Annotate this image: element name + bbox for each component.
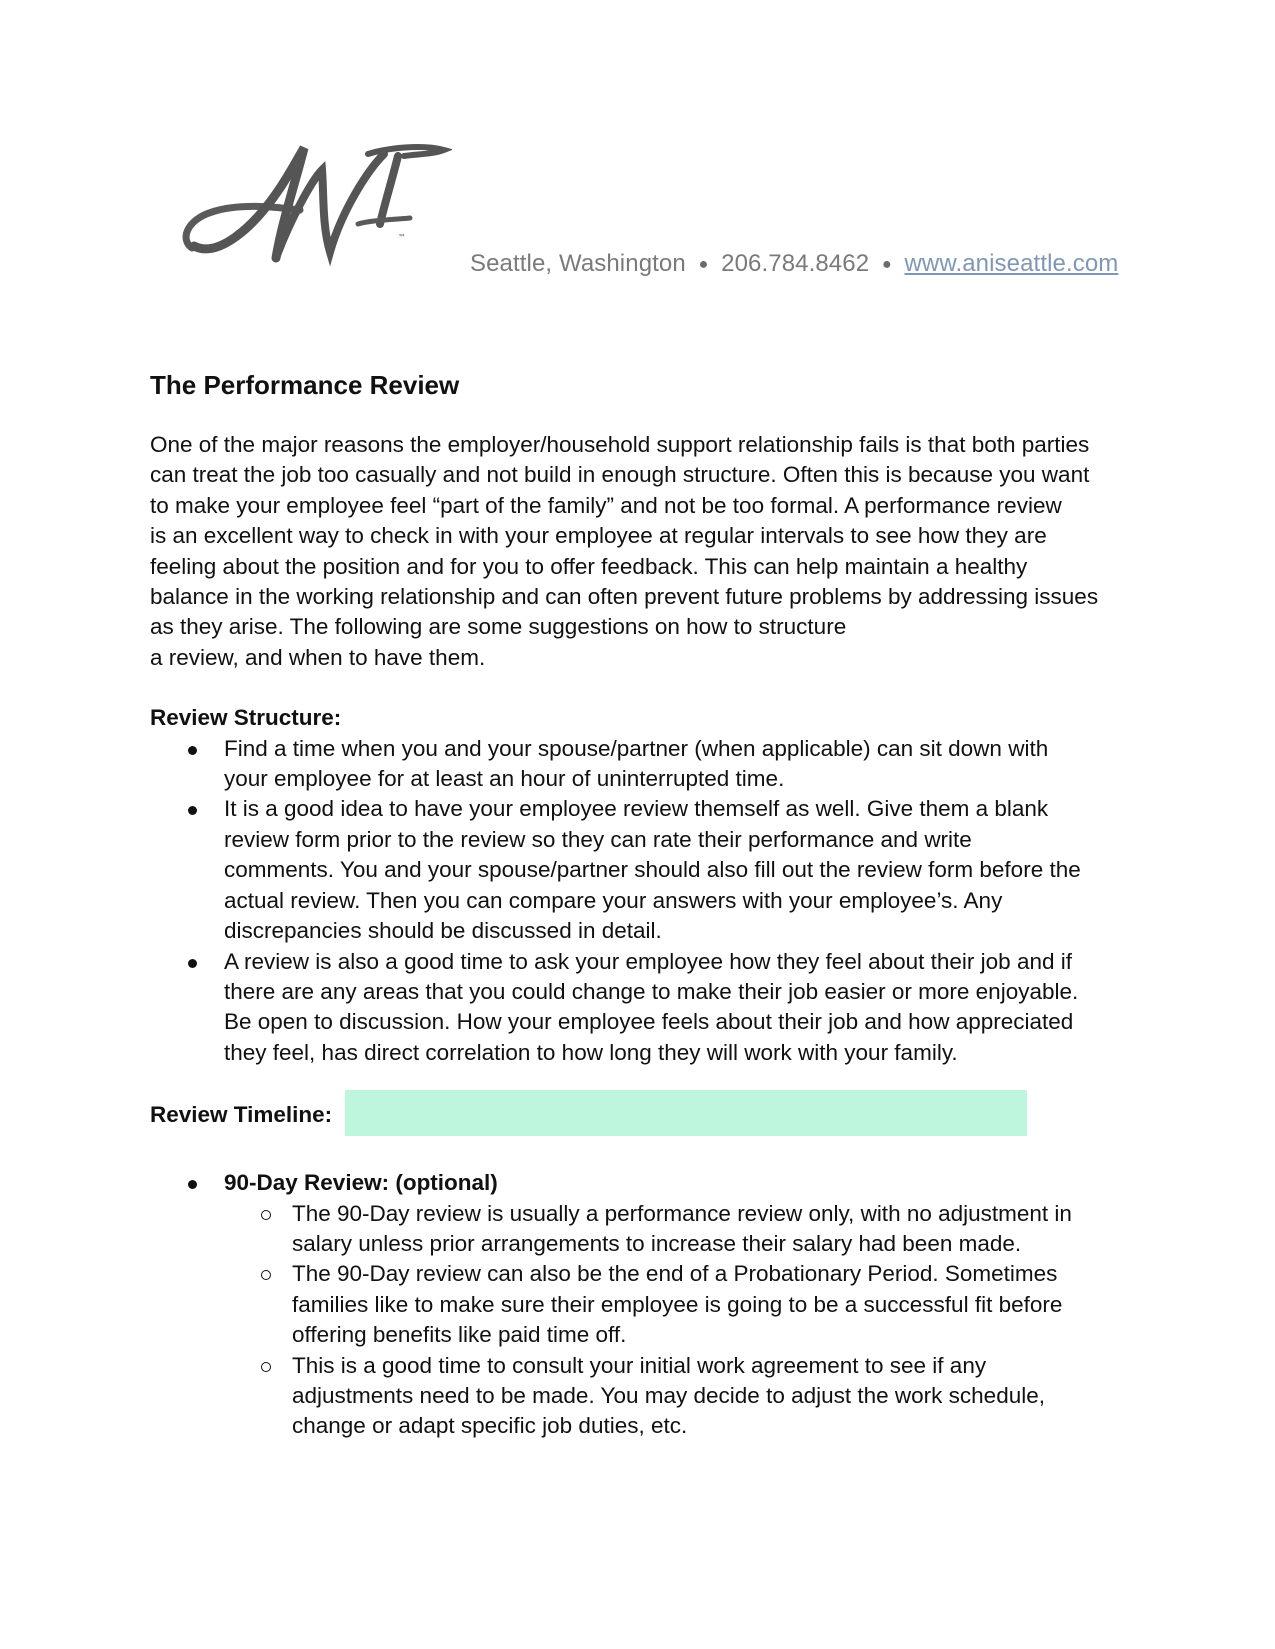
- document-body: [150, 368, 1140, 1442]
- review-timeline-row: [150, 1090, 1140, 1138]
- timeline-highlight-box: [345, 1090, 1027, 1136]
- list-item-line: actual review. Then you can compare your answers with your employee’s. Any: [224, 887, 1003, 913]
- intro-line: feeling about the position and for you to offer feedback. This can help maintain a healthy: [150, 553, 1028, 579]
- ani-logo: [172, 140, 452, 275]
- list-item: [150, 794, 1140, 946]
- list-item-line: your employee for at least an hour of uninterrupted time.: [224, 766, 785, 792]
- sub-list-item-line: families like to make sure their employee is going to be a successful fit before: [292, 1291, 1063, 1317]
- sub-list-item-line: offering benefits like paid time off.: [292, 1322, 627, 1348]
- intro-paragraph: [150, 430, 1140, 673]
- website-link[interactable]: www.aniseattle.com: [904, 250, 1119, 277]
- hollow-bullet-icon: [261, 1270, 271, 1280]
- list-item-line: review form prior to the review so they can rate their performance and write: [224, 826, 972, 852]
- ninety-day-sub-list: [150, 1199, 1140, 1442]
- intro-line: a review, and when to have them.: [150, 644, 486, 670]
- ninety-day-review-heading: 90-Day Review: (optional): [224, 1170, 498, 1196]
- list-item-line: A review is also a good time to ask your employee how they feel about their job and if: [224, 948, 1072, 974]
- sub-list-item-line: This is a good time to consult your initial work agreement to see if any: [292, 1352, 987, 1378]
- list-item: [150, 947, 1140, 1069]
- intro-line: to make your employee feel “part of the family” and not be too formal. A performance review: [150, 492, 1062, 518]
- bullet-icon: [188, 1180, 197, 1189]
- hollow-bullet-icon: [261, 1210, 271, 1220]
- intro-line: as they arise. The following are some suggestions on how to structure: [150, 614, 847, 640]
- location-text: Seattle, Washington: [470, 250, 686, 277]
- list-item-line: comments. You and your spouse/partner should also fill out the review form before the: [224, 857, 1081, 883]
- list-item-line: Find a time when you and your spouse/partner (when applicable) can sit down with: [224, 735, 1049, 761]
- sub-list-item-line: change or adapt specific job duties, etc.: [292, 1413, 688, 1439]
- logo-trademark: ™: [398, 233, 406, 242]
- list-item: [150, 1168, 1140, 1198]
- contact-line: [470, 250, 1118, 278]
- bullet-icon: [188, 746, 197, 755]
- hollow-bullet-icon: [261, 1362, 271, 1372]
- bullet-icon: [188, 806, 197, 815]
- review-timeline-list: [150, 1168, 1140, 1442]
- bullet-separator-icon: ●: [698, 256, 709, 273]
- timeline-items: [150, 1168, 1140, 1198]
- list-item-line: It is a good idea to have your employee review themself as well. Give them a blank: [224, 796, 1049, 822]
- review-structure-heading: Review Structure:: [150, 705, 342, 731]
- sub-list-item-line: The 90-Day review can also be the end of a Probationary Period. Sometimes: [292, 1261, 1058, 1287]
- intro-line: is an excellent way to check in with your employee at regular intervals to see how they are: [150, 523, 1047, 549]
- intro-line: can treat the job too casually and not build in enough structure. Often this is because you want: [150, 462, 1090, 488]
- list-item-line: Be open to discussion. How your employee feels about their job and how appreciated: [224, 1009, 1074, 1035]
- sub-list-item-line: The 90-Day review is usually a performance review only, with no adjustment in: [292, 1200, 1072, 1226]
- sub-list-item-line: salary unless prior arrangements to increase their salary had been made.: [292, 1230, 1022, 1256]
- sub-list-item: [150, 1351, 1140, 1442]
- sub-list-item: [150, 1259, 1140, 1350]
- page-title: The Performance Review: [150, 370, 460, 400]
- sub-list-item: [150, 1199, 1140, 1260]
- bullet-icon: [188, 959, 197, 968]
- phone-text: 206.784.8462: [721, 250, 870, 277]
- list-item-line: they feel, has direct correlation to how long they will work with your family.: [224, 1039, 958, 1065]
- bullet-separator-icon: ●: [881, 256, 892, 273]
- list-item-line: there are any areas that you could change to make their job easier or more enjoyable.: [224, 978, 1079, 1004]
- review-structure-list: [150, 734, 1140, 1068]
- sub-list-item-line: adjustments need to be made. You may decide to adjust the work schedule,: [292, 1382, 1045, 1408]
- intro-line: One of the major reasons the employer/household support relationship fails is that both parties: [150, 432, 1090, 457]
- review-timeline-heading: Review Timeline:: [150, 1102, 333, 1128]
- list-item: [150, 734, 1140, 795]
- intro-line: balance in the working relationship and can often prevent future problems by addressing issues: [150, 584, 1099, 610]
- list-item-line: discrepancies should be discussed in detail.: [224, 918, 662, 944]
